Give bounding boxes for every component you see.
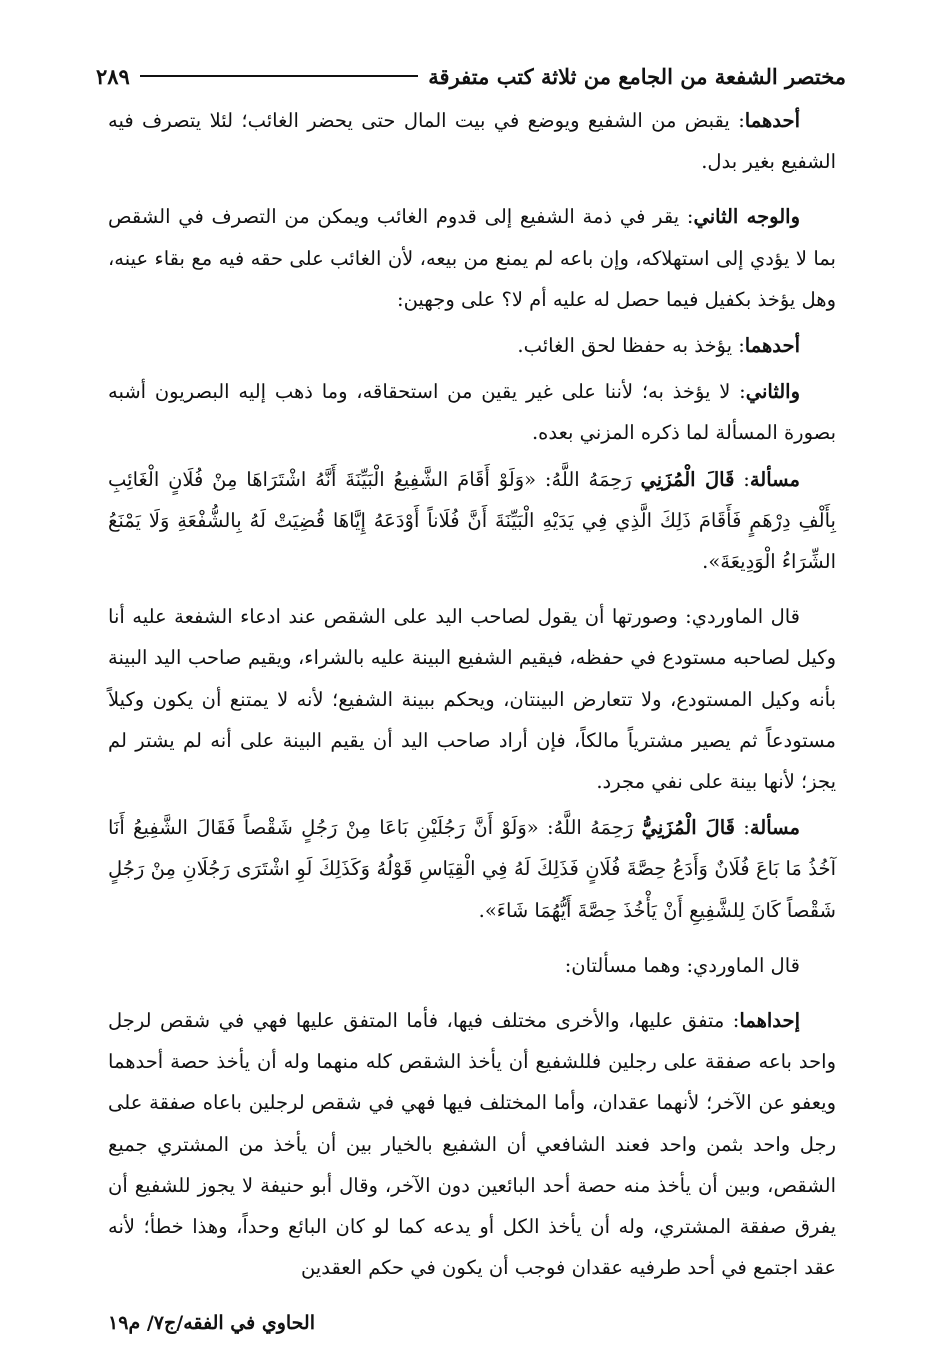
paragraph-text: قال الماوردي: وهما مسألتان: xyxy=(564,953,800,977)
quoted-text: رَحِمَهُ اللَّهُ: «وَلَوْ أَنَّ رَجُلَيْنِ بَاعَا مِنْ رَجُلٍ شَقْصاً فَقَالَ الشَّفِيعُ أَنَا آخُذُ مَا بَاعَ فُلَانٌ وَأَدَعُ حِصَّةَ فُلَانٍ فَذَلِكَ لَهُ فِي الْقِيَاسِ قَوْلُهُ وَكَذَلِكَ لَوِ اشْتَرَى رَجُلَانِ مِنْ رَجُلٍ شَقْصاً كَانَ لِلشَّفِيعِ أَنْ يَأْخُذَ حِصَّةَ أَيُّهُمَا شَاءَ». xyxy=(108,816,836,922)
speaker-name: قَالَ الْمُزَنِي xyxy=(640,467,735,491)
quoted-text: رَحِمَهُ اللَّهُ: «وَلَوْ أَقَامَ الشَّفِيعُ الْبَيِّنَةَ أَنَّهُ اشْتَرَاهَا مِنْ فُلَانٍ الْغَائِبِ بِأَلْفِ دِرْهَمٍ فَأَقَامَ ذَلِكَ الَّذِي فِي يَدَيْهِ الْبَيِّنَةَ أَنَّ فُلَاناً أَوْدَعَهُ إِيَّاهَا قُضِيَتْ لَهُ بِالشُّفْعَةِ وَلَا يَمْنَعُ الشِّرَاءُ الْوَدِيعَةَ». xyxy=(108,467,836,574)
header-rule xyxy=(140,75,418,77)
page-number: ٢٨٩ xyxy=(96,63,130,89)
masala-label: مسألة xyxy=(749,467,800,491)
paragraph-lead: أحدهما xyxy=(744,334,800,358)
speaker-name: قَالَ الْمُزَنِيُّ xyxy=(641,816,735,840)
masala-label: مسألة xyxy=(749,816,801,840)
masala-paragraph: مسألة: قَالَ الْمُزَنِيُّ رَحِمَهُ اللَّهُ: «وَلَوْ أَنَّ رَجُلَيْنِ بَاعَا مِنْ رَجُلٍ شَقْصاً فَقَالَ الشَّفِيعُ أَنَا آخُذُ مَا بَاعَ فُلَانٌ وَأَدَعُ حِصَّةَ فُلَانٍ فَذَلِكَ لَهُ فِي الْقِيَاسِ قَوْلُهُ وَكَذَلِكَ لَوِ اشْتَرَى رَجُلَانِ مِنْ رَجُلٍ شَقْصاً كَانَ لِلشَّفِيعِ أَنْ يَأْخُذَ حِصَّةَ أَيُّهُمَا شَاءَ». xyxy=(108,816,836,922)
paragraph xyxy=(108,1000,836,1288)
paragraph-lead: أحدهما xyxy=(744,109,800,132)
paragraph xyxy=(108,945,836,986)
paragraph xyxy=(108,371,836,453)
paragraph xyxy=(108,325,836,366)
paragraph-text: : متفق عليها، والأخرى مختلف فيها، فأما المتفق عليها فهي في شقص لرجل واحد باعه صفقة على رجلين فللشفيع أن يأخذ الشقص كله منهما وله أن يأخذ حصة أحدهما ويعفو عن الآخر؛ لأنهما عقدان، وأما المختلف فيها فهي في شقص لرجلين باعاه صفقة على رجل واحد بثمن واحد فعند الشافعي أن الشفيع بالخيار بين أن يأخذ من المشتري جميع الشقص، وبين أن يأخذ منه حصة أحد البائعين دون الآخر، وقال أبو حنيفة لا يجوز للشفيع أن يفرق صفقة المشتري، وله أن يأخذ الكل أو يدعه كما لو كان البائع وحداً، وهذا خطأ؛ لأنه عقد اجتمع في أحد طرفيه عقدان فوجب أن يكون في حكم العقدين xyxy=(108,1009,836,1280)
paragraph-lead: والثاني xyxy=(745,380,800,404)
page-body xyxy=(108,100,836,1288)
paragraph-text: : يقر في ذمة الشفيع إلى قدوم الغائب ويمكن من التصرف في الشقص بما لا يؤدي إلى استهلاكه، وإن باعه لم يمنع من بيعه، لأن الغائب على حقه فيه مع بقاء عينه، وهل يؤخذ بكفيل فيما حصل له عليه أم لا؟ على وجهين: xyxy=(108,205,836,311)
page-footer: الحاوي في الفقه/ج٧/ م١٩ xyxy=(108,1312,315,1334)
masala-paragraph: مسألة: قَالَ الْمُزَنِي رَحِمَهُ اللَّهُ: «وَلَوْ أَقَامَ الشَّفِيعُ الْبَيِّنَةَ أَنَّهُ اشْتَرَاهَا مِنْ فُلَانٍ الْغَائِبِ بِأَلْفِ دِرْهَمٍ فَأَقَامَ ذَلِكَ الَّذِي فِي يَدَيْهِ الْبَيِّنَةَ أَنَّ فُلَاناً أَوْدَعَهُ إِيَّاهَا قُضِيَتْ لَهُ بِالشُّفْعَةِ وَلَا يَمْنَعُ الشِّرَاءُ الْوَدِيعَةَ». xyxy=(108,467,836,574)
paragraph xyxy=(108,100,836,182)
paragraph-text: قال الماوردي: وصورتها أن يقول لصاحب اليد على الشقص عند ادعاء الشفعة عليه أنا وكيل لصاحبه مستودع في حفظه، فيقيم الشفيع البينة عليه بالشراء، ويقيم صاحب اليد البينة بأنه وكيل المستودع، ولا تتعارض البينتان، ويحكم ببينة الشفيع؛ لأنه لا يمتنع أن يكون وكيلاً مستودعاً ثم يصير مشترياً مالكاً، فإن أراد صاحب اليد أن يقيم البينة على أنه لم يشتر لم يجز؛ لأنها بينة على نفي مجرد. xyxy=(108,605,836,794)
paragraph xyxy=(108,596,836,802)
paragraph-lead: إحداهما xyxy=(739,1009,800,1033)
paragraph xyxy=(108,196,836,320)
running-header xyxy=(96,56,846,96)
paragraph-text: : يؤخذ به حفظا لحق الغائب. xyxy=(517,334,745,358)
paragraph-text: : لا يؤخذ به؛ لأننا على غير يقين من استحقاقه، وما ذهب إليه البصريون أشبه بصورة المسألة لما ذكره المزني بعده. xyxy=(108,380,836,445)
paragraph-text: : يقبض من الشفيع ويوضع في بيت المال حتى يحضر الغائب؛ لئلا يتصرف فيه الشفيع بغير بدل. xyxy=(108,109,836,174)
paragraph-lead: والوجه الثاني xyxy=(693,205,801,229)
running-title: مختصر الشفعة من الجامع من ثلاثة كتب متفرقة xyxy=(428,63,846,89)
